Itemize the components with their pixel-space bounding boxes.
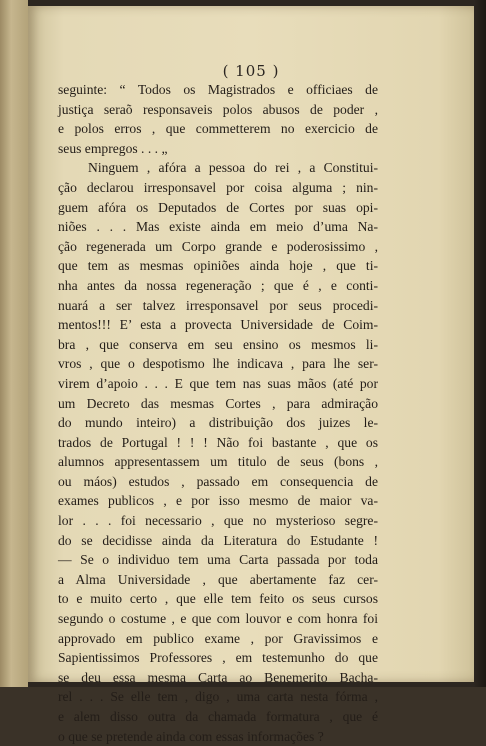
text-line: se deu essa mesma Carta ao Benemerito Bacha-: [58, 669, 378, 685]
text-line: bra , que conserva em seu ensino os mesmos li-: [58, 336, 378, 352]
text-line: alumnos appresentassem um titulo de seus (bons ,: [58, 454, 378, 470]
text-line: nha antes da nossa regeneração ; que é , e conti-: [58, 277, 378, 293]
text-line: mentos!!! E’ esta a provecta Universidade de Coim-: [58, 317, 378, 333]
text-line: guem afóra os Deputados de Cortes por suas opi-: [58, 199, 378, 215]
right-shadow: [474, 0, 486, 687]
text-line: do mundo inteiro) a distribuição dos juizes le-: [58, 415, 378, 431]
text-line: Sapientissimos Professores , em testemunho do que: [58, 650, 378, 666]
text-line: e alem disso outra da chamada formatura , que é: [58, 709, 378, 724]
left-page-edge: [0, 0, 28, 687]
text-line: nuará a ser talvez irresponsavel por seus procedi-: [58, 297, 378, 313]
text-line: do se decidisse ainda da Literatura do Estudante !: [58, 532, 378, 548]
text-line: ou máos) estudos , passado em consequencia de: [58, 473, 378, 489]
text-line: a Alma Universidade , que abertamente faz cer-: [58, 571, 378, 587]
text-line: seguinte: “ Todos os Magistrados e officiaes de: [58, 82, 378, 97]
text-line: to e muito certo , que elle tem feito os seus cursos: [58, 591, 378, 607]
text-line: Ninguem , afóra a pessoa do rei , a Constitui-: [88, 160, 378, 176]
text-line: e polos erros , que commetterem no exercicio de: [58, 121, 378, 137]
text-line: exames publicos , e por isso mesmo de maior va-: [58, 493, 378, 509]
text-line: um Decreto das mesmas Cortes , para admiração: [58, 395, 378, 411]
text-line: vros , que o despotismo lhe indicava , para lhe ser-: [58, 356, 378, 372]
text-line: ção declarou irresponsavel por coisa alguma ; nin-: [58, 179, 378, 195]
text-line: justiça seraõ responsaveis polos abusos de poder ,: [58, 101, 378, 117]
text-line: ção regenerada um Corpo grande e poderosissimo ,: [58, 238, 378, 254]
text-line: que tem as mesmas opiniões ainda hoje , que ti-: [58, 258, 378, 274]
text-line: lor . . . foi necessario , que no mysterioso segre-: [58, 513, 378, 529]
text-line: trados de Portugal ! ! ! Não foi bastante , que os: [58, 434, 378, 450]
body-text: [58, 80, 378, 746]
text-line: — Se o individuo tem uma Carta passada por toda: [58, 552, 378, 568]
text-line: virem d’apoio . . . E que tem nas suas mãos (até por: [58, 375, 378, 391]
text-line: approvado em publico exame , por Gravissimos e: [58, 630, 378, 646]
text-line: segundo o costume , e que com louvor e com honra foi: [58, 611, 378, 627]
text-line: seus empregos . . . „: [58, 140, 168, 156]
page-number: ( 105 ): [222, 62, 280, 80]
text-line: rel . . . Se elle tem , digo , uma carta nesta fórma ,: [58, 689, 378, 705]
text-line: niões . . . Mas existe ainda em meio d’uma Na-: [58, 219, 378, 235]
text-line: o que se pretende ainda com essas informações ?: [58, 728, 324, 744]
